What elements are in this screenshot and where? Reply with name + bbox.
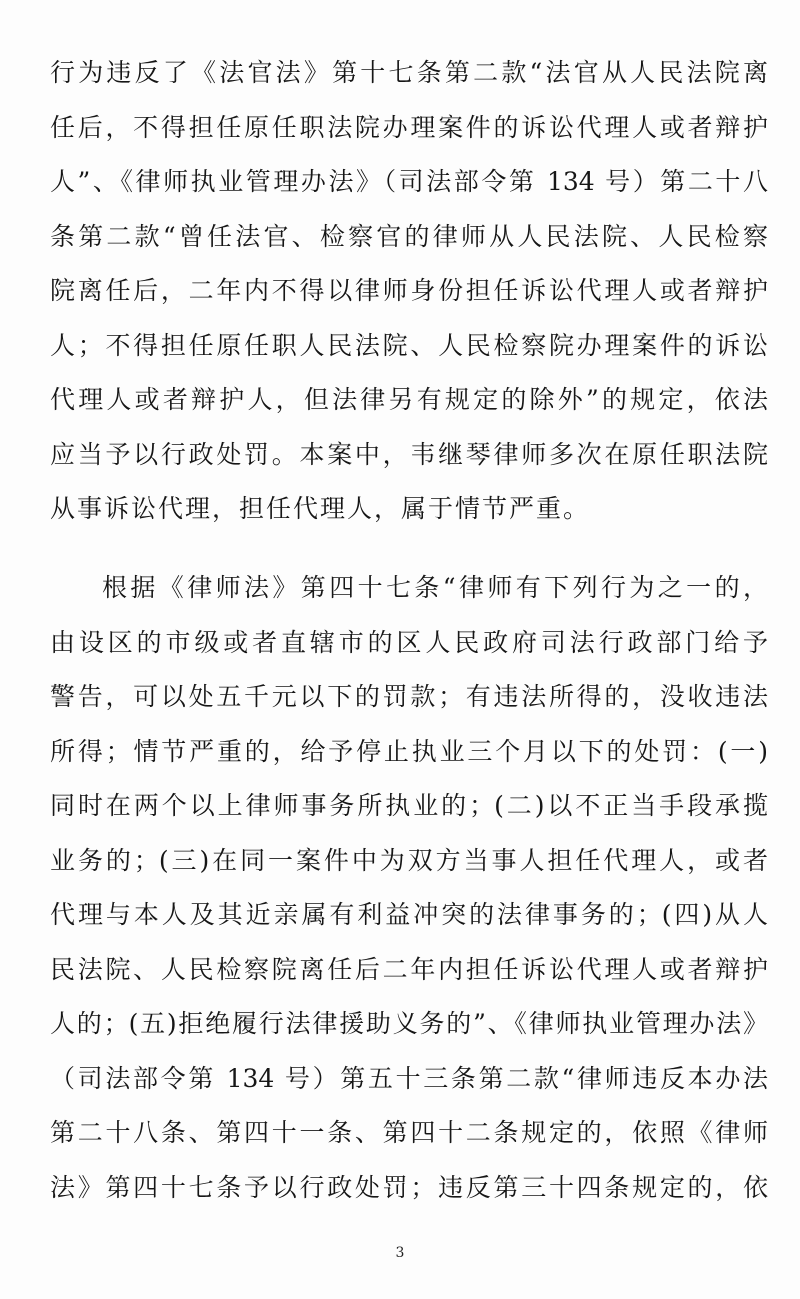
text-line: 由设区的市级或者直辖市的区人民政府司法行政部门给予 xyxy=(50,627,768,657)
text-line: 业务的；(三)在同一案件中为双方当事人担任代理人，或者 xyxy=(50,845,768,875)
text-line: 警告，可以处五千元以下的罚款；有违法所得的，没收违法 xyxy=(50,682,768,711)
text-line: 院离任后，二年内不得以律师身份担任诉讼代理人或者辩护 xyxy=(50,276,768,305)
text-line: 代理与本人及其近亲属有利益冲突的法律事务的；(四)从人 xyxy=(50,900,768,929)
page-number: 3 xyxy=(395,1245,405,1261)
text-line: 条第二款“曾任法官、检察官的律师从人民法院、人民检察 xyxy=(50,221,768,251)
text-line: 从事诉讼代理，担任代理人，属于情节严重。 xyxy=(50,494,591,523)
text-line: 所得；情节严重的，给予停止执业三个月以下的处罚：(一) xyxy=(50,736,768,766)
text-line: （司法部令第 134 号）第五十三条第二款“律师违反本办法 xyxy=(50,1063,768,1093)
text-line: 人的；(五)拒绝履行法律援助义务的”、《律师执业管理办法》 xyxy=(50,1009,768,1038)
text-line: 人；不得担任原任职人民法院、人民检察院办理案件的诉讼 xyxy=(50,330,768,360)
text-line: 行为违反了《法官法》第十七条第二款“法官从人民法院离 xyxy=(50,58,768,87)
text-line: 同时在两个以上律师事务所执业的；(二)以不正当手段承揽 xyxy=(50,791,768,820)
text-line: 应当予以行政处罚。本案中，韦继琴律师多次在原任职法院 xyxy=(50,439,768,469)
text-line: 任后，不得担任原任职法院办理案件的诉讼代理人或者辩护 xyxy=(50,112,768,142)
paragraph xyxy=(50,46,768,537)
text-line: 法》第四十七条予以行政处罚；违反第三十四条规定的，依 xyxy=(50,1172,768,1202)
text-line: 第二十八条、第四十一条、第四十二条规定的，依照《律师 xyxy=(50,1118,768,1147)
text-line: 根据《律师法》第四十七条“律师有下列行为之一的， xyxy=(102,573,768,602)
paragraph xyxy=(50,561,768,1215)
text-line: 人”、《律师执业管理办法》（司法部令第 134 号）第二十八 xyxy=(50,167,768,196)
text-line: 代理人或者辩护人，但法律另有规定的除外”的规定，依法 xyxy=(50,385,768,414)
text-line: 民法院、人民检察院离任后二年内担任诉讼代理人或者辩护 xyxy=(50,954,768,984)
